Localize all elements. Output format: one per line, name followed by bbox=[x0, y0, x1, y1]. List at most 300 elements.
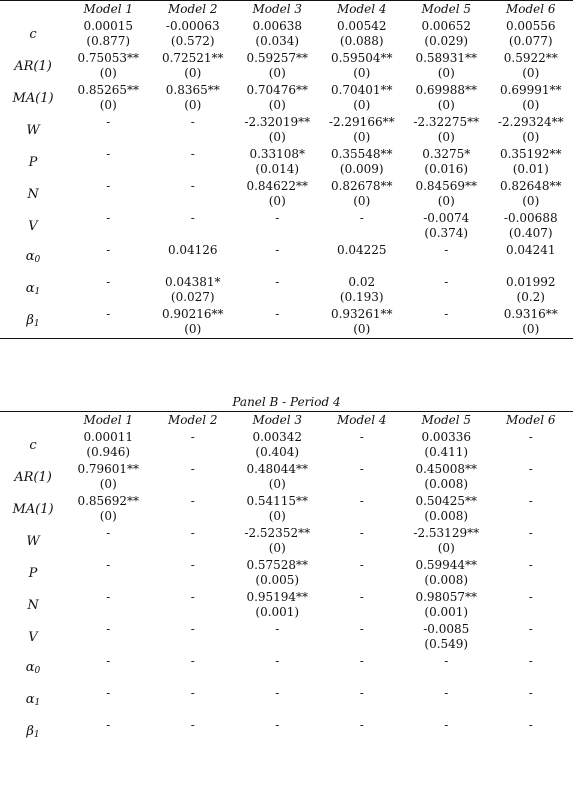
coefficient-cell: 0.35548** bbox=[330, 147, 393, 161]
p-value-cell bbox=[151, 445, 236, 461]
p-value-cell bbox=[404, 258, 489, 274]
coefficient-cell: 0.75053** bbox=[77, 51, 140, 65]
estimate-row bbox=[0, 557, 573, 573]
p-value-cell: (0.404) bbox=[255, 445, 300, 459]
p-value-cell bbox=[489, 637, 573, 653]
p-value-cell: (0) bbox=[353, 130, 371, 144]
p-value-row bbox=[0, 66, 573, 82]
panel-a-body bbox=[0, 18, 573, 338]
variable-subscript: 0 bbox=[34, 254, 41, 265]
p-value-cell bbox=[66, 573, 151, 589]
p-value-cell: (0.374) bbox=[424, 226, 469, 240]
panel-b-table bbox=[0, 412, 573, 749]
p-value-cell bbox=[151, 573, 236, 589]
p-value-cell: (0.009) bbox=[339, 162, 384, 176]
p-value-cell bbox=[66, 637, 151, 653]
p-value-cell bbox=[235, 733, 320, 749]
coefficient-cell: - bbox=[444, 654, 449, 668]
p-value-cell: (0.946) bbox=[86, 445, 131, 459]
p-value-cell: (0) bbox=[522, 194, 540, 208]
coefficient-cell: - bbox=[359, 430, 364, 444]
p-value-cell bbox=[151, 477, 236, 493]
variable-label bbox=[0, 50, 66, 82]
p-value-cell: (0) bbox=[437, 130, 455, 144]
estimate-row bbox=[0, 621, 573, 637]
p-value-cell: (0.027) bbox=[170, 290, 215, 304]
coefficient-cell: - bbox=[190, 179, 195, 193]
coefficient-cell: -0.0085 bbox=[423, 622, 470, 636]
coefficient-cell: - bbox=[528, 654, 533, 668]
estimate-row bbox=[0, 18, 573, 34]
p-value-cell bbox=[151, 258, 236, 274]
p-value-cell bbox=[235, 669, 320, 685]
p-value-cell: (0.008) bbox=[424, 477, 469, 491]
p-value-cell bbox=[404, 322, 489, 338]
p-value-cell: (0) bbox=[99, 477, 117, 491]
p-value-row bbox=[0, 541, 573, 557]
coefficient-cell: 0.58931** bbox=[415, 51, 478, 65]
coefficient-cell: - bbox=[106, 590, 111, 604]
coefficient-cell: - bbox=[275, 654, 280, 668]
variable-subscript: 1 bbox=[34, 697, 41, 708]
coefficient-cell: 0.69988** bbox=[415, 83, 478, 97]
coefficient-cell: 0.35192** bbox=[499, 147, 562, 161]
coefficient-cell: - bbox=[190, 115, 195, 129]
p-value-cell bbox=[235, 637, 320, 653]
p-value-cell: (0.572) bbox=[170, 34, 215, 48]
variable-symbol: β bbox=[26, 723, 34, 739]
coefficient-cell: - bbox=[106, 622, 111, 636]
coefficient-cell: - bbox=[359, 494, 364, 508]
header-model-4: Model 4 bbox=[336, 413, 387, 427]
p-value-cell bbox=[151, 605, 236, 621]
p-value-row bbox=[0, 733, 573, 749]
variable-label bbox=[0, 653, 66, 685]
variable-label bbox=[0, 242, 66, 274]
coefficient-cell: - bbox=[190, 686, 195, 700]
coefficient-cell: 0.84622** bbox=[246, 179, 309, 193]
coefficient-cell: 0.85692** bbox=[77, 494, 140, 508]
coefficient-cell: - bbox=[106, 558, 111, 572]
p-value-cell bbox=[66, 194, 151, 210]
p-value-cell bbox=[66, 605, 151, 621]
variable-label bbox=[0, 210, 66, 242]
coefficient-cell: - bbox=[190, 558, 195, 572]
variable-symbol: c bbox=[29, 437, 37, 453]
variable-subscript: 1 bbox=[34, 286, 41, 297]
p-value-cell: (0) bbox=[268, 509, 286, 523]
panel-a-bottom-rule bbox=[0, 338, 573, 339]
coefficient-cell: - bbox=[528, 430, 533, 444]
p-value-cell bbox=[320, 733, 405, 749]
p-value-cell: (0.193) bbox=[339, 290, 384, 304]
coefficient-cell: 0.95194** bbox=[246, 590, 309, 604]
variable-symbol: α bbox=[25, 248, 35, 264]
variable-symbol: MA(1) bbox=[12, 90, 54, 106]
coefficient-cell: - bbox=[359, 590, 364, 604]
coefficient-cell: - bbox=[359, 526, 364, 540]
variable-label bbox=[0, 429, 66, 461]
p-value-cell: (0) bbox=[353, 322, 371, 336]
variable-symbol: V bbox=[28, 629, 38, 645]
p-value-cell: (0.077) bbox=[508, 34, 553, 48]
p-value-cell bbox=[151, 669, 236, 685]
p-value-cell: (0.008) bbox=[424, 509, 469, 523]
coefficient-cell: 0.54115** bbox=[246, 494, 309, 508]
coefficient-cell: - bbox=[106, 211, 111, 225]
coefficient-cell: 0.59504** bbox=[330, 51, 393, 65]
p-value-cell bbox=[235, 290, 320, 306]
coefficient-cell: -2.29324** bbox=[497, 115, 564, 129]
coefficient-cell: - bbox=[359, 654, 364, 668]
p-value-row bbox=[0, 477, 573, 493]
coefficient-cell: -0.00688 bbox=[503, 211, 558, 225]
coefficient-cell: - bbox=[359, 462, 364, 476]
header-row bbox=[0, 412, 573, 429]
p-value-cell: (0.014) bbox=[255, 162, 300, 176]
header-model-2: Model 2 bbox=[167, 2, 218, 16]
coefficient-cell: - bbox=[275, 275, 280, 289]
coefficient-cell: -0.0074 bbox=[423, 211, 470, 225]
p-value-row bbox=[0, 226, 573, 242]
coefficient-cell: - bbox=[190, 526, 195, 540]
p-value-cell bbox=[489, 733, 573, 749]
coefficient-cell: - bbox=[528, 526, 533, 540]
variable-label bbox=[0, 461, 66, 493]
p-value-cell bbox=[66, 322, 151, 338]
p-value-cell: (0.407) bbox=[508, 226, 553, 240]
variable-label bbox=[0, 525, 66, 557]
p-value-cell bbox=[151, 733, 236, 749]
coefficient-cell: - bbox=[106, 179, 111, 193]
p-value-cell: (0.2) bbox=[516, 290, 545, 304]
p-value-cell bbox=[235, 226, 320, 242]
variable-symbol: α bbox=[25, 691, 35, 707]
coefficient-cell: 0.9316** bbox=[503, 307, 558, 321]
p-value-cell: (0.029) bbox=[424, 34, 469, 48]
coefficient-cell: - bbox=[359, 622, 364, 636]
coefficient-cell: - bbox=[444, 307, 449, 321]
p-value-cell bbox=[320, 701, 405, 717]
panel-b-title: Panel B - Period 4 bbox=[232, 395, 341, 409]
p-value-cell bbox=[404, 701, 489, 717]
variable-symbol: P bbox=[28, 154, 38, 170]
coefficient-cell: - bbox=[275, 243, 280, 257]
p-value-row bbox=[0, 509, 573, 525]
p-value-cell: (0.016) bbox=[424, 162, 469, 176]
coefficient-cell: - bbox=[190, 622, 195, 636]
coefficient-cell: 0.82678** bbox=[330, 179, 393, 193]
header-model-2: Model 2 bbox=[167, 413, 218, 427]
coefficient-cell: - bbox=[528, 686, 533, 700]
p-value-cell bbox=[151, 509, 236, 525]
coefficient-cell: 0.04126 bbox=[167, 243, 218, 257]
header-model-6: Model 6 bbox=[505, 2, 556, 16]
header-model-1: Model 1 bbox=[83, 2, 134, 16]
estimate-row bbox=[0, 461, 573, 477]
panel-a-table bbox=[0, 1, 573, 338]
p-value-cell bbox=[151, 130, 236, 146]
coefficient-cell: - bbox=[190, 654, 195, 668]
coefficient-cell: 0.72521** bbox=[161, 51, 224, 65]
p-value-cell bbox=[320, 637, 405, 653]
p-value-cell: (0) bbox=[437, 98, 455, 112]
variable-symbol: V bbox=[28, 218, 38, 234]
coefficient-cell: - bbox=[106, 275, 111, 289]
p-value-cell bbox=[320, 226, 405, 242]
header-model-5: Model 5 bbox=[421, 2, 472, 16]
p-value-cell bbox=[489, 605, 573, 621]
p-value-row bbox=[0, 194, 573, 210]
p-value-cell: (0) bbox=[268, 130, 286, 144]
coefficient-cell: -2.32275** bbox=[413, 115, 480, 129]
p-value-cell: (0) bbox=[522, 66, 540, 80]
coefficient-cell: - bbox=[275, 686, 280, 700]
p-value-cell: (0.549) bbox=[424, 637, 469, 651]
coefficient-cell: 0.59944** bbox=[415, 558, 478, 572]
p-value-cell bbox=[489, 701, 573, 717]
p-value-cell bbox=[66, 258, 151, 274]
coefficient-cell: - bbox=[528, 622, 533, 636]
variable-symbol: β bbox=[26, 312, 34, 328]
coefficient-cell: 0.84569** bbox=[415, 179, 478, 193]
variable-label bbox=[0, 589, 66, 621]
coefficient-cell: 0.00556 bbox=[505, 19, 556, 33]
estimate-row bbox=[0, 429, 573, 445]
p-value-cell bbox=[151, 701, 236, 717]
p-value-row bbox=[0, 258, 573, 274]
coefficient-cell: 0.00336 bbox=[421, 430, 472, 444]
p-value-cell bbox=[66, 130, 151, 146]
variable-subscript: 1 bbox=[33, 318, 40, 329]
variable-subscript: 1 bbox=[33, 729, 40, 740]
p-value-cell: (0) bbox=[437, 541, 455, 555]
coefficient-cell: - bbox=[106, 686, 111, 700]
coefficient-cell: -2.53129** bbox=[413, 526, 480, 540]
p-value-row bbox=[0, 637, 573, 653]
p-value-cell: (0) bbox=[99, 66, 117, 80]
coefficient-cell: 0.33108* bbox=[249, 147, 306, 161]
p-value-cell: (0) bbox=[437, 194, 455, 208]
coefficient-cell: - bbox=[106, 654, 111, 668]
coefficient-cell: 0.70476** bbox=[246, 83, 309, 97]
variable-symbol: α bbox=[25, 280, 35, 296]
coefficient-cell: - bbox=[444, 275, 449, 289]
coefficient-cell: - bbox=[275, 211, 280, 225]
coefficient-cell: 0.82648** bbox=[499, 179, 562, 193]
coefficient-cell: - bbox=[190, 590, 195, 604]
p-value-cell bbox=[320, 509, 405, 525]
p-value-cell bbox=[404, 733, 489, 749]
p-value-cell: (0.008) bbox=[424, 573, 469, 587]
coefficient-cell: - bbox=[359, 558, 364, 572]
variable-label bbox=[0, 274, 66, 306]
p-value-cell: (0) bbox=[99, 98, 117, 112]
p-value-cell bbox=[320, 669, 405, 685]
estimate-row bbox=[0, 146, 573, 162]
p-value-cell: (0.001) bbox=[424, 605, 469, 619]
p-value-row bbox=[0, 162, 573, 178]
p-value-cell bbox=[66, 162, 151, 178]
p-value-cell bbox=[489, 541, 573, 557]
variable-symbol: AR(1) bbox=[14, 469, 52, 485]
p-value-cell bbox=[489, 445, 573, 461]
p-value-cell bbox=[489, 573, 573, 589]
p-value-cell bbox=[320, 445, 405, 461]
coefficient-cell: - bbox=[444, 243, 449, 257]
p-value-cell: (0) bbox=[522, 130, 540, 144]
p-value-cell bbox=[66, 290, 151, 306]
p-value-row bbox=[0, 701, 573, 717]
coefficient-cell: 0.69991** bbox=[499, 83, 562, 97]
p-value-cell: (0.034) bbox=[255, 34, 300, 48]
p-value-cell: (0) bbox=[99, 509, 117, 523]
coefficient-cell: - bbox=[528, 494, 533, 508]
p-value-cell bbox=[151, 162, 236, 178]
p-value-row bbox=[0, 445, 573, 461]
coefficient-cell: - bbox=[444, 686, 449, 700]
p-value-cell: (0) bbox=[522, 322, 540, 336]
variable-symbol: α bbox=[25, 659, 35, 675]
header-corner bbox=[0, 412, 66, 429]
coefficient-cell: - bbox=[190, 147, 195, 161]
estimate-row bbox=[0, 210, 573, 226]
variable-label bbox=[0, 114, 66, 146]
p-value-cell bbox=[404, 669, 489, 685]
coefficient-cell: - bbox=[275, 307, 280, 321]
p-value-cell bbox=[66, 541, 151, 557]
variable-label bbox=[0, 685, 66, 717]
p-value-row bbox=[0, 605, 573, 621]
p-value-cell: (0) bbox=[353, 66, 371, 80]
p-value-cell: (0.411) bbox=[424, 445, 469, 459]
coefficient-cell: 0.45008** bbox=[415, 462, 478, 476]
p-value-row bbox=[0, 573, 573, 589]
estimate-row bbox=[0, 82, 573, 98]
p-value-cell bbox=[66, 733, 151, 749]
p-value-cell bbox=[404, 290, 489, 306]
coefficient-cell: 0.57528** bbox=[246, 558, 309, 572]
header-row bbox=[0, 1, 573, 18]
coefficient-cell: 0.8365** bbox=[165, 83, 220, 97]
coefficient-cell: - bbox=[190, 494, 195, 508]
variable-subscript: 0 bbox=[34, 665, 41, 676]
variable-symbol: N bbox=[27, 186, 39, 202]
coefficient-cell: - bbox=[106, 243, 111, 257]
p-value-cell bbox=[151, 194, 236, 210]
variable-label bbox=[0, 178, 66, 210]
coefficient-cell: - bbox=[190, 462, 195, 476]
p-value-cell: (0.005) bbox=[255, 573, 300, 587]
coefficient-cell: 0.00015 bbox=[83, 19, 134, 33]
p-value-cell: (0) bbox=[353, 194, 371, 208]
variable-label bbox=[0, 493, 66, 525]
p-value-cell bbox=[235, 322, 320, 338]
coefficient-cell: - bbox=[528, 462, 533, 476]
variable-label bbox=[0, 146, 66, 178]
p-value-cell: (0) bbox=[268, 541, 286, 555]
variable-label bbox=[0, 18, 66, 50]
estimate-row bbox=[0, 589, 573, 605]
variable-symbol: W bbox=[26, 122, 40, 138]
p-value-cell bbox=[489, 669, 573, 685]
coefficient-cell: - bbox=[359, 718, 364, 732]
p-value-cell bbox=[320, 258, 405, 274]
header-model-3: Model 3 bbox=[252, 2, 303, 16]
coefficient-cell: 0.90216** bbox=[161, 307, 224, 321]
p-value-cell bbox=[320, 541, 405, 557]
header-model-5: Model 5 bbox=[421, 413, 472, 427]
coefficient-cell: 0.00542 bbox=[336, 19, 387, 33]
estimate-row bbox=[0, 653, 573, 669]
coefficient-cell: 0.70401** bbox=[330, 83, 393, 97]
coefficient-cell: - bbox=[106, 147, 111, 161]
p-value-row bbox=[0, 290, 573, 306]
coefficient-cell: 0.04241 bbox=[505, 243, 556, 257]
p-value-cell: (0.088) bbox=[339, 34, 384, 48]
coefficient-cell: - bbox=[190, 211, 195, 225]
coefficient-cell: 0.98057** bbox=[415, 590, 478, 604]
estimate-row bbox=[0, 242, 573, 258]
p-value-cell: (0.877) bbox=[86, 34, 131, 48]
estimate-row bbox=[0, 525, 573, 541]
p-value-cell: (0.01) bbox=[512, 162, 549, 176]
p-value-cell: (0) bbox=[268, 477, 286, 491]
coefficient-cell: 0.00342 bbox=[252, 430, 303, 444]
coefficient-cell: - bbox=[106, 526, 111, 540]
coefficient-cell: - bbox=[528, 590, 533, 604]
coefficient-cell: 0.93261** bbox=[330, 307, 393, 321]
coefficient-cell: 0.00652 bbox=[421, 19, 472, 33]
p-value-row bbox=[0, 34, 573, 50]
header-corner bbox=[0, 1, 66, 18]
p-value-cell: (0) bbox=[522, 98, 540, 112]
p-value-cell bbox=[320, 573, 405, 589]
coefficient-cell: - bbox=[359, 686, 364, 700]
p-value-cell bbox=[235, 258, 320, 274]
p-value-cell bbox=[320, 477, 405, 493]
coefficient-cell: - bbox=[190, 430, 195, 444]
p-value-cell bbox=[66, 669, 151, 685]
p-value-cell bbox=[489, 477, 573, 493]
p-value-cell bbox=[489, 258, 573, 274]
coefficient-cell: 0.04381* bbox=[164, 275, 221, 289]
panel-b-body bbox=[0, 429, 573, 749]
estimate-row bbox=[0, 685, 573, 701]
coefficient-cell: - bbox=[359, 211, 364, 225]
coefficient-cell: 0.00011 bbox=[83, 430, 134, 444]
estimate-row bbox=[0, 50, 573, 66]
variable-symbol: W bbox=[26, 533, 40, 549]
variable-symbol: AR(1) bbox=[14, 58, 52, 74]
header-model-6: Model 6 bbox=[505, 413, 556, 427]
coefficient-cell: - bbox=[106, 115, 111, 129]
p-value-cell: (0) bbox=[184, 98, 202, 112]
variable-label bbox=[0, 306, 66, 338]
estimate-row bbox=[0, 493, 573, 509]
coefficient-cell: 0.48044** bbox=[246, 462, 309, 476]
p-value-cell: (0) bbox=[184, 66, 202, 80]
estimate-row bbox=[0, 306, 573, 322]
coefficient-cell: 0.3275* bbox=[422, 147, 471, 161]
coefficient-cell: - bbox=[528, 558, 533, 572]
coefficient-cell: 0.85265** bbox=[77, 83, 140, 97]
p-value-cell: (0) bbox=[437, 66, 455, 80]
p-value-cell bbox=[151, 637, 236, 653]
coefficient-cell: - bbox=[190, 718, 195, 732]
header-model-4: Model 4 bbox=[336, 2, 387, 16]
p-value-row bbox=[0, 130, 573, 146]
